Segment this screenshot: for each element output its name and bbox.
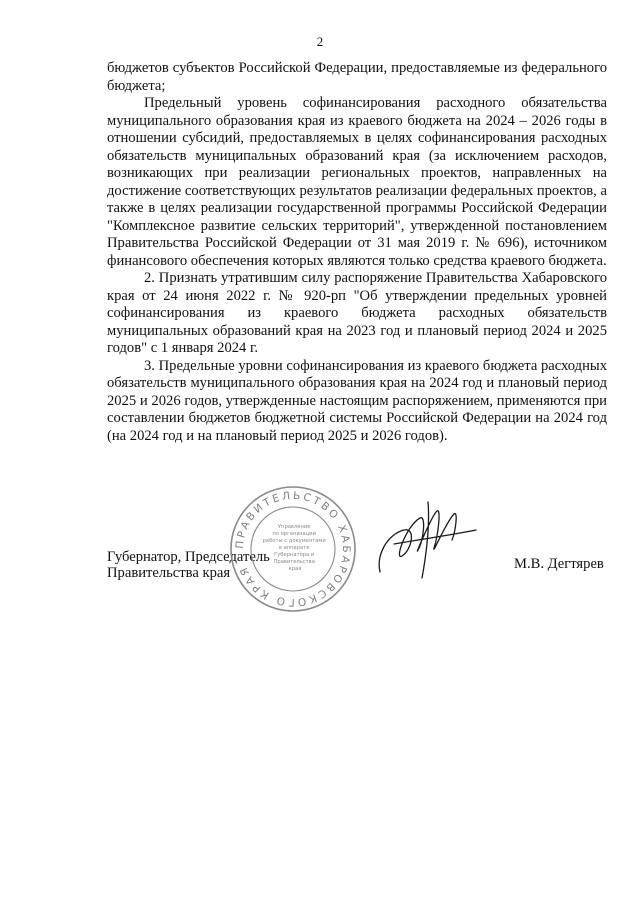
paragraph-cofinancing-level: Предельный уровень софинансирования расходного обязательства муниципального образования края из краевого бюджета на 2024 – 2026 годы в отношении субсидий, предоставляемых в целях софинансирования расходных обязательств муниципальных образований края (за исключением расходов, возникающих при реализации региональных проектов, направленных на достижение соответствующих результатов реализации федеральных проектов, а также в целях реализации государственной программы Российской Федерации "Комплексное развитие сельских территорий", утвержденной постановлением Правительства Российской Федерации от 31 мая 2019 г. № 696), источником финансового обеспечения которых являются только средства краевого бюджета. bbox=[107, 95, 607, 269]
svg-text:Управление по организаци: Управление по организации работы с документами в аппарате Губернатора и Правительства края bbox=[262, 524, 326, 572]
seal-ring-text: ПРАВИТЕЛЬСТВО ХАБАРОВСКОГО КРАЯ bbox=[233, 489, 353, 609]
page-number: 2 bbox=[316, 34, 324, 49]
handwritten-signature bbox=[372, 496, 482, 582]
paragraph-item-3: 3. Предельные уровни софинансирования из краевого бюджета расходных обязательств муниципального образования края на 2024 год и плановый период 2025 и 2026 годов, утвержденные настоящим распоряжением, применяются при составлении бюджетов бюджетной системы Российской Федерации на 2024 год (на 2024 год и на плановый период 2025 и 2026 годов). bbox=[107, 357, 607, 444]
paragraph-item-2: 2. Признать утратившим силу распоряжение Правительства Хабаровского края от 24 июня 2022 г. № 920-рп "Об утверждении предельных уровней софинансирования из краевого бюджета расходных обязательств муниципальных образований края на 2023 год и плановый период 2024 и 2025 годов" с 1 января 2024 г. bbox=[107, 270, 607, 356]
signatory-name: М.В. Дегтярев bbox=[514, 556, 604, 572]
official-seal-stamp bbox=[228, 484, 358, 614]
paragraph-continuation: бюджетов субъектов Российской Федерации, предоставляемые из федерального бюджета; bbox=[107, 60, 607, 94]
signatory-title-line2: Правительства края bbox=[107, 565, 231, 581]
signatory-title-line1: Губернатор, Председатель bbox=[107, 549, 270, 565]
